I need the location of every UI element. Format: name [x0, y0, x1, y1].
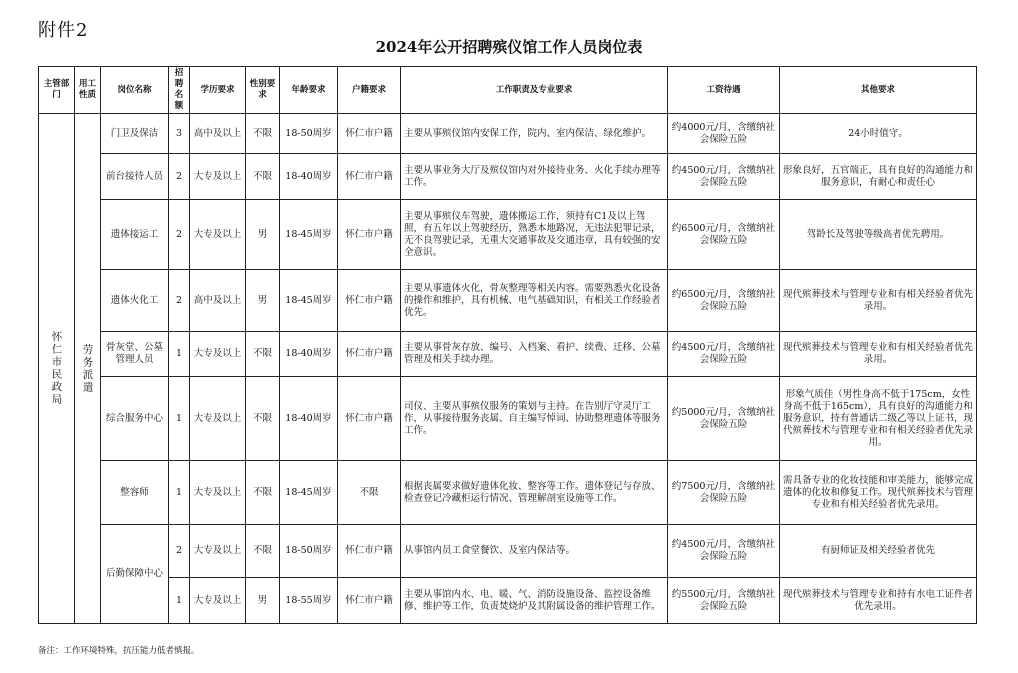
number-cell: 2 — [169, 270, 190, 332]
table-row — [39, 461, 977, 525]
number-cell: 1 — [169, 377, 190, 461]
position-cell: 综合服务中心 — [101, 377, 169, 461]
position-cell: 整容师 — [101, 461, 169, 525]
salary-cell: 约5500元/月，含缴纳社会保险五险 — [668, 578, 780, 624]
gender-cell: 男 — [246, 270, 280, 332]
education-cell: 大专及以上 — [190, 525, 246, 578]
other-cell: 现代殡葬技术与管理专业和有相关经验者优先录用。 — [780, 332, 977, 377]
employment-cell: 劳务派遣 — [75, 114, 101, 624]
dept-cell: 怀仁市民政局 — [39, 114, 75, 624]
hukou-cell: 怀仁市户籍 — [338, 270, 401, 332]
duties-cell: 主要从事骨灰存放、编号、入档案、看护、续费、迁移、公墓管理及相关手续办理。 — [401, 332, 668, 377]
other-cell: 有厨师证及相关经验者优先 — [780, 525, 977, 578]
age-cell: 18-40周岁 — [280, 377, 338, 461]
other-cell: 现代殡葬技术与管理专业和有相关经验者优先录用。 — [780, 270, 977, 332]
table-row — [39, 114, 977, 154]
table-header-row — [39, 67, 977, 114]
education-cell: 大专及以上 — [190, 377, 246, 461]
table-row — [39, 270, 977, 332]
other-cell: 现代殡葬技术与管理专业和持有水电工证件者优先录用。 — [780, 578, 977, 624]
age-cell: 18-45周岁 — [280, 200, 338, 270]
age-cell: 18-55周岁 — [280, 578, 338, 624]
age-cell: 18-50周岁 — [280, 525, 338, 578]
header-education: 学历要求 — [190, 67, 246, 114]
duties-cell: 主要从事业务大厅及殡仪馆内对外接待业务、火化手续办理等工作。 — [401, 154, 668, 200]
other-cell: 形象良好，五官端正，具有良好的沟通能力和服务意识，有耐心和责任心 — [780, 154, 977, 200]
duties-cell: 司仪、主要从事殡仪服务的策划与主持。在告别厅守灵厅工作，从事接待服务丧属、自主编写悼词、协助整理遗体等服务工作。 — [401, 377, 668, 461]
salary-cell: 约7500元/月，含缴纳社会保险五险 — [668, 461, 780, 525]
education-cell: 高中及以上 — [190, 270, 246, 332]
table-row — [39, 332, 977, 377]
gender-cell: 不限 — [246, 377, 280, 461]
age-cell: 18-45周岁 — [280, 461, 338, 525]
duties-cell: 主要从事馆内水、电、暖、气、消防设施设备、监控设备维修、维护等工作，负责焚烧炉及其附属设备的维护管理工作。 — [401, 578, 668, 624]
position-cell: 遗体火化工 — [101, 270, 169, 332]
salary-cell: 约4500元/月，含缴纳社会保险五险 — [668, 154, 780, 200]
gender-cell: 不限 — [246, 525, 280, 578]
education-cell: 高中及以上 — [190, 114, 246, 154]
age-cell: 18-45周岁 — [280, 270, 338, 332]
hukou-cell: 不限 — [338, 461, 401, 525]
number-cell: 1 — [169, 578, 190, 624]
header-position: 岗位名称 — [101, 67, 169, 114]
header-age: 年龄要求 — [280, 67, 338, 114]
number-cell: 2 — [169, 525, 190, 578]
salary-cell: 约6500元/月，含缴纳社会保险五险 — [668, 200, 780, 270]
gender-cell: 不限 — [246, 332, 280, 377]
salary-cell: 约5000元/月，含缴纳社会保险五险 — [668, 377, 780, 461]
header-gender: 性别要求 — [246, 67, 280, 114]
hukou-cell: 怀仁市户籍 — [338, 578, 401, 624]
education-cell: 大专及以上 — [190, 461, 246, 525]
positions-table — [38, 66, 977, 624]
gender-cell: 男 — [246, 578, 280, 624]
table-row — [39, 154, 977, 200]
gender-cell: 不限 — [246, 461, 280, 525]
table-row — [39, 525, 977, 578]
number-cell: 3 — [169, 114, 190, 154]
salary-cell: 约4000元/月，含缴纳社会保险五险 — [668, 114, 780, 154]
attachment-label: 附件2 — [38, 20, 89, 41]
gender-cell: 不限 — [246, 114, 280, 154]
duties-cell: 主要从事遗体火化，骨灰整理等相关内容。需要熟悉火化设备的操作和维护，具有机械、电气基础知识，有相关工作经验者优先。 — [401, 270, 668, 332]
header-duties: 工作职责及专业要求 — [401, 67, 668, 114]
table-row — [39, 377, 977, 461]
salary-cell: 约6500元/月，含缴纳社会保险五险 — [668, 270, 780, 332]
header-salary: 工资待遇 — [668, 67, 780, 114]
age-cell: 18-40周岁 — [280, 154, 338, 200]
gender-cell: 不限 — [246, 154, 280, 200]
duties-cell: 根据丧属要求做好遗体化妆、整容等工作。遗体登记与存放、检查登记冷藏柜运行情况、管理解剖室设施等工作。 — [401, 461, 668, 525]
hukou-cell: 怀仁市户籍 — [338, 525, 401, 578]
other-cell: 24小时值守。 — [780, 114, 977, 154]
hukou-cell: 怀仁市户籍 — [338, 377, 401, 461]
number-cell: 1 — [169, 332, 190, 377]
header-hukou: 户籍要求 — [338, 67, 401, 114]
page-title: 2024年公开招聘殡仪馆工作人员岗位表 — [375, 38, 643, 56]
position-cell: 后勤保障中心 — [101, 525, 169, 624]
number-cell: 2 — [169, 154, 190, 200]
duties-cell: 主要从事殡仪馆内安保工作，院内、室内保洁、绿化维护。 — [401, 114, 668, 154]
header-dept: 主管部门 — [39, 67, 75, 114]
number-cell: 2 — [169, 200, 190, 270]
header-other: 其他要求 — [780, 67, 977, 114]
duties-cell: 主要从事殡仪车驾驶，遗体搬运工作，须持有C1及以上驾照，有五年以上驾驶经历，熟悉本地路况，无违法犯罪记录，无不良驾驶记录，无重大交通事故及交通违章，具有较强的安全意识。 — [401, 200, 668, 270]
salary-cell: 约4500元/月，含缴纳社会保险五险 — [668, 332, 780, 377]
header-employment: 用工性质 — [75, 67, 101, 114]
position-cell: 门卫及保洁 — [101, 114, 169, 154]
education-cell: 大专及以上 — [190, 578, 246, 624]
hukou-cell: 怀仁市户籍 — [338, 200, 401, 270]
hukou-cell: 怀仁市户籍 — [338, 332, 401, 377]
education-cell: 大专及以上 — [190, 200, 246, 270]
position-cell: 骨灰堂、公墓管理人员 — [101, 332, 169, 377]
education-cell: 大专及以上 — [190, 154, 246, 200]
other-cell: 形象气质佳（男性身高不低于175cm，女性身高不低于165cm），具有良好的沟通能力和服务意识，持有普通话二级乙等以上证书，现代殡葬技术与管理专业和有相关经验者优先录用。 — [780, 377, 977, 461]
gender-cell: 男 — [246, 200, 280, 270]
position-cell: 前台接待人员 — [101, 154, 169, 200]
position-cell: 遗体接运工 — [101, 200, 169, 270]
hukou-cell: 怀仁市户籍 — [338, 114, 401, 154]
age-cell: 18-50周岁 — [280, 114, 338, 154]
salary-cell: 约4500元/月，含缴纳社会保险五险 — [668, 525, 780, 578]
footnote: 备注：工作环境特殊，抗压能力低者慎报。 — [38, 646, 200, 656]
table-row — [39, 200, 977, 270]
age-cell: 18-40周岁 — [280, 332, 338, 377]
hukou-cell: 怀仁市户籍 — [338, 154, 401, 200]
number-cell: 1 — [169, 461, 190, 525]
header-number: 招聘名额 — [169, 67, 190, 114]
table-row — [39, 578, 977, 624]
other-cell: 需具备专业的化妆技能和审美能力，能够完成遗体的化妆和修复工作。现代殡葬技术与管理专业和有相关经验者优先录用。 — [780, 461, 977, 525]
other-cell: 驾龄长及驾驶等级高者优先聘用。 — [780, 200, 977, 270]
duties-cell: 从事馆内员工食堂餐饮、及室内保洁等。 — [401, 525, 668, 578]
education-cell: 大专及以上 — [190, 332, 246, 377]
